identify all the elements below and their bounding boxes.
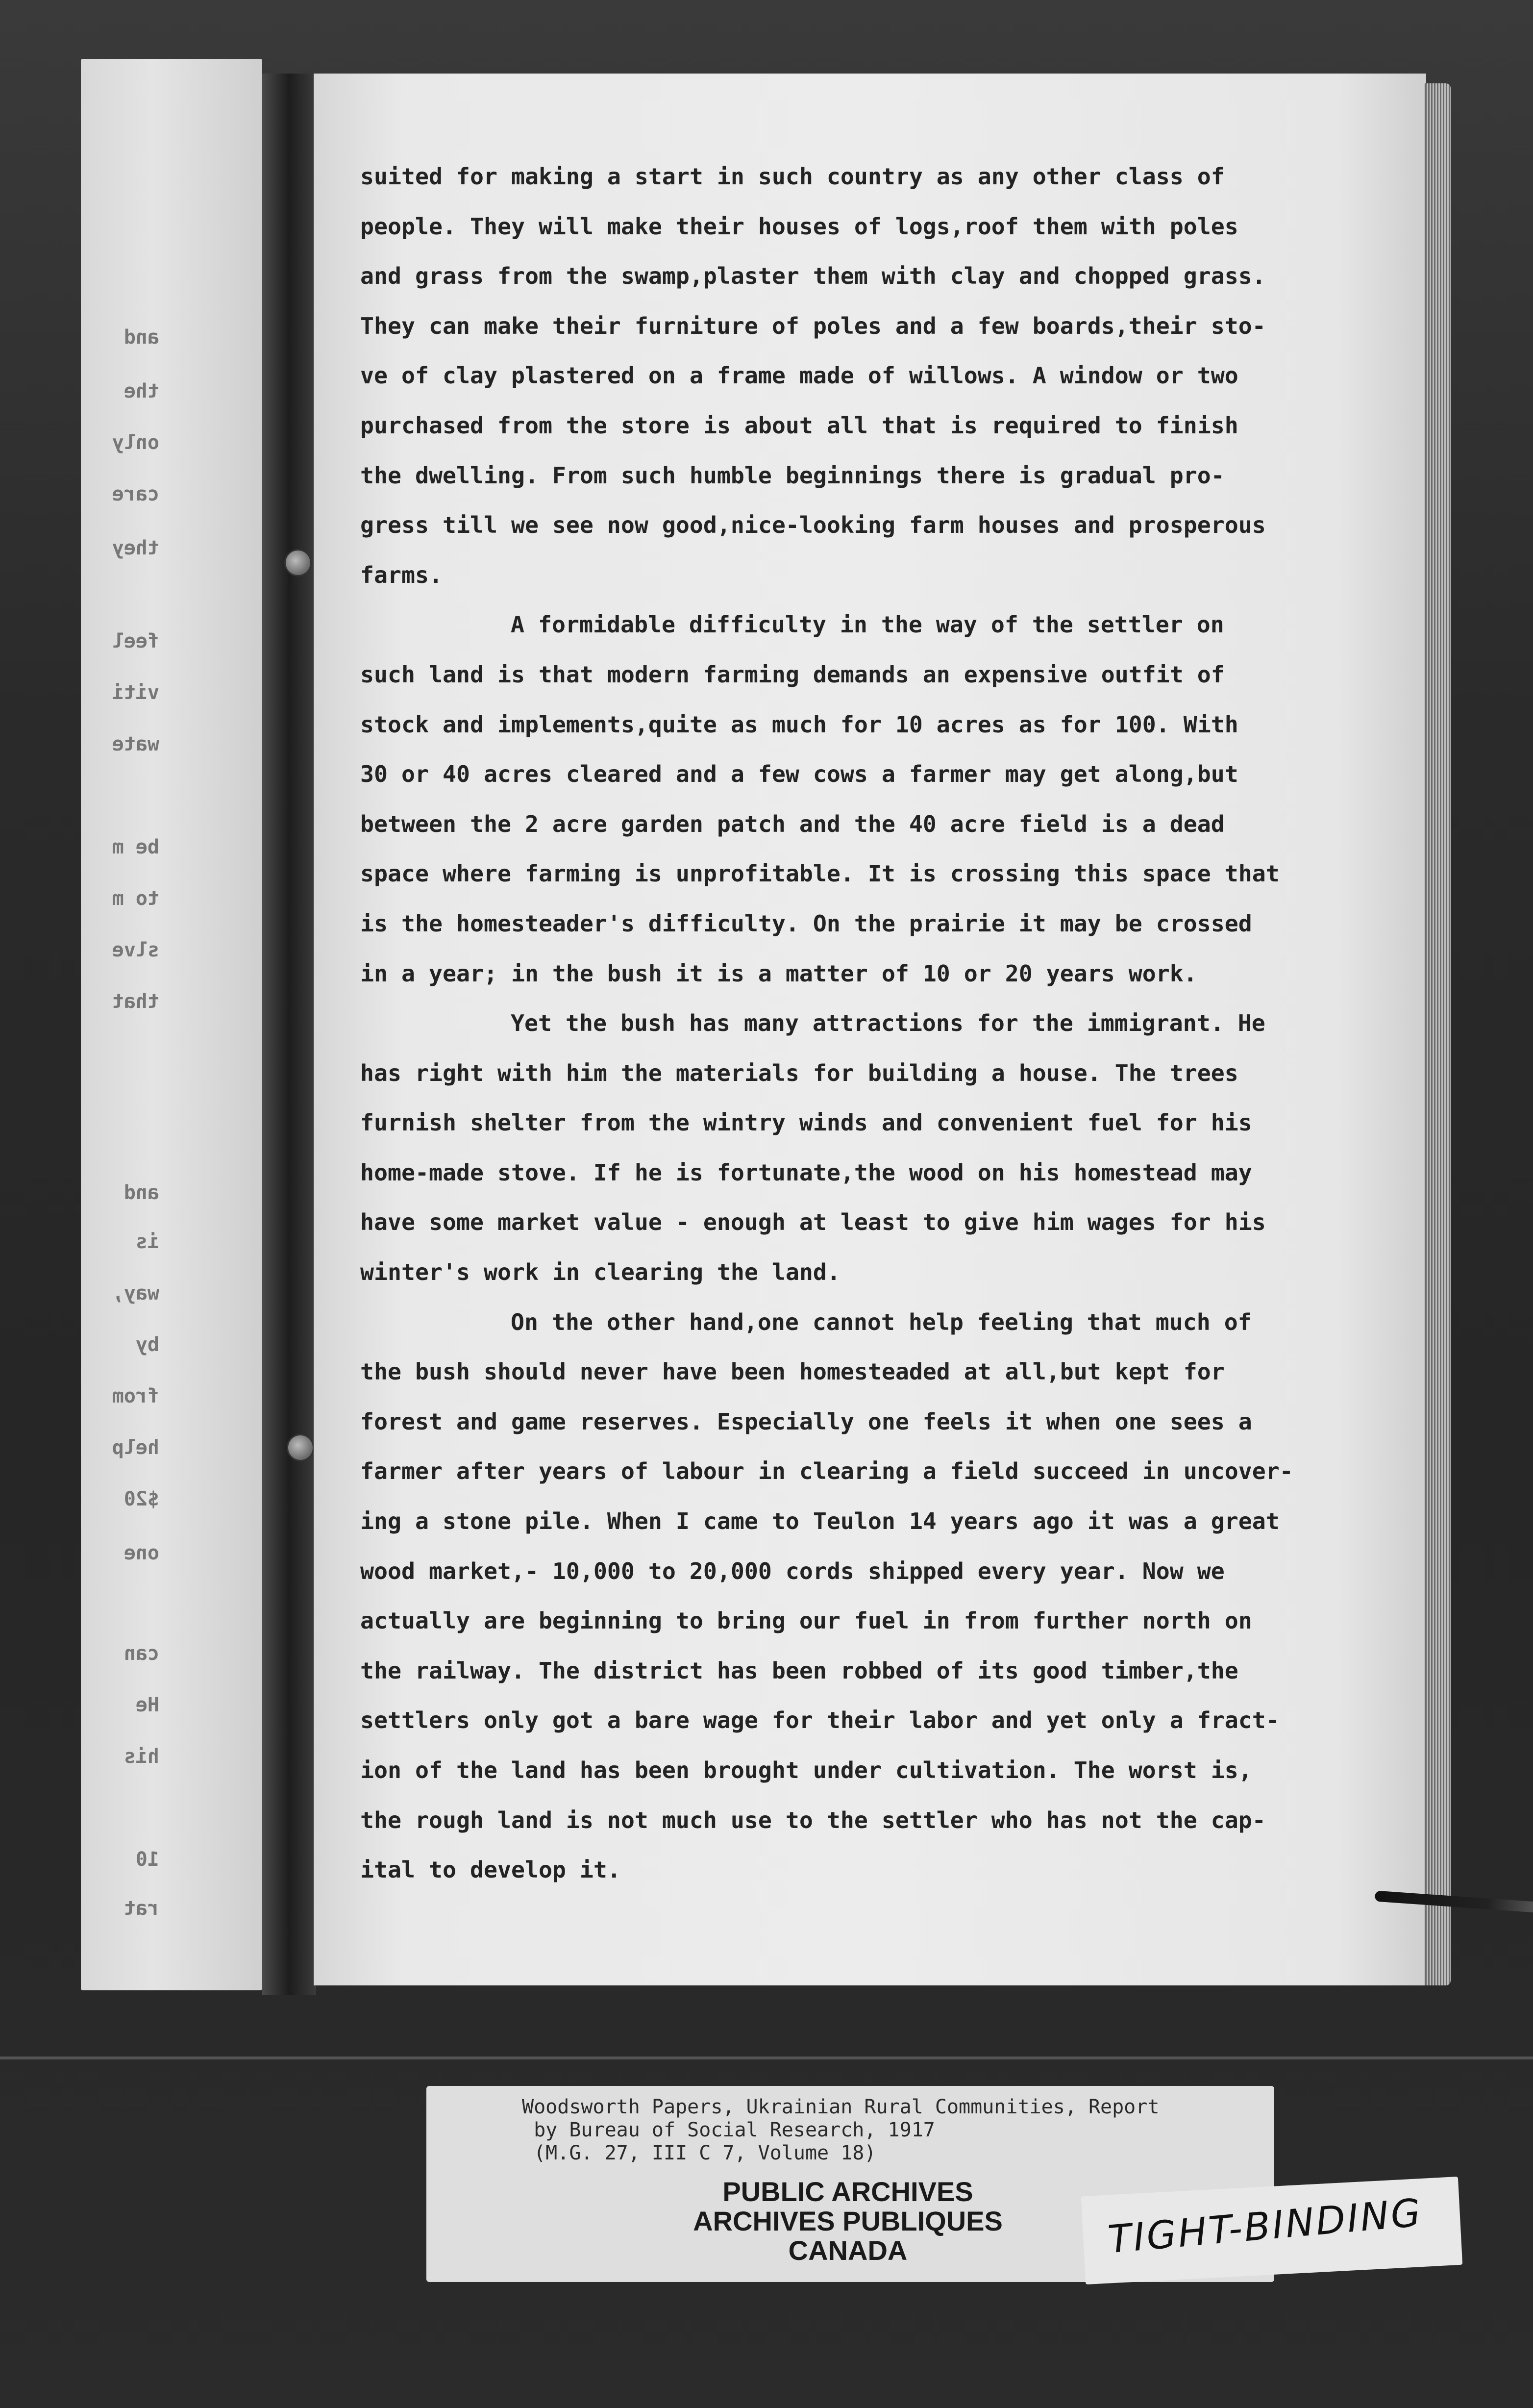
text-line: ion of the land has been brought under cultivation. The worst is, bbox=[360, 1757, 1252, 1783]
show-through-word: help bbox=[112, 1436, 159, 1459]
text-line: such land is that modern farming demands an expensive outfit of bbox=[360, 661, 1225, 688]
text-line: and grass from the swamp,plaster them with clay and chopped grass. bbox=[360, 263, 1266, 290]
show-through-word: rat bbox=[124, 1897, 159, 1920]
show-through-word: the bbox=[124, 380, 159, 402]
show-through-word: viti bbox=[112, 681, 159, 704]
text-line: ital to develop it. bbox=[360, 1856, 621, 1883]
text-line: ve of clay plastered on a frame made of willows. A window or two bbox=[360, 362, 1238, 389]
paragraph-start-line: On the other hand,one cannot help feeling that much of bbox=[511, 1308, 1252, 1335]
binding-hole-icon bbox=[287, 1434, 314, 1461]
citation-line: by Bureau of Social Research, 1917 bbox=[522, 2119, 935, 2141]
show-through-word: is bbox=[135, 1230, 159, 1253]
text-line: farms. bbox=[360, 561, 443, 588]
typed-text-block bbox=[360, 152, 1389, 1895]
text-line: 30 or 40 acres cleared and a few cows a farmer may get along,but bbox=[360, 761, 1238, 788]
show-through-word: his bbox=[124, 1745, 159, 1768]
show-through-word: one bbox=[124, 1542, 159, 1564]
show-through-word: He bbox=[135, 1694, 159, 1716]
show-through-word: that bbox=[112, 990, 159, 1013]
page-edges bbox=[1424, 83, 1451, 1985]
text-line: winter's work in clearing the land. bbox=[360, 1259, 841, 1286]
show-through-word: $20 bbox=[124, 1488, 159, 1510]
text-line: ing a stone pile. When I came to Teulon 14 years ago it was a great bbox=[360, 1508, 1280, 1535]
text-line: the dwelling. From such humble beginnings there is gradual pro- bbox=[360, 462, 1225, 489]
show-through-word: slve bbox=[112, 939, 159, 961]
text-line: They can make their furniture of poles and a few boards,their sto- bbox=[360, 312, 1266, 339]
frame-divider bbox=[0, 2057, 1533, 2059]
text-line: between the 2 acre garden patch and the 40 acre field is a dead bbox=[360, 810, 1225, 837]
text-line: the rough land is not much use to the settler who has not the cap- bbox=[360, 1806, 1266, 1833]
text-line: wood market,- 10,000 to 20,000 cords shipped every year. Now we bbox=[360, 1557, 1225, 1584]
paragraph-start-line: Yet the bush has many attractions for the immigrant. He bbox=[511, 1010, 1265, 1037]
show-through-word: 10 bbox=[135, 1848, 159, 1871]
paragraph-start-line: A formidable difficulty in the way of the settler on bbox=[511, 611, 1224, 638]
show-through-word: and bbox=[124, 326, 159, 349]
show-through-word: can bbox=[124, 1642, 159, 1665]
text-line: purchased from the store is about all that is required to finish bbox=[360, 412, 1238, 439]
show-through-word: and bbox=[124, 1181, 159, 1204]
text-line: have some market value - enough at least to give him wages for his bbox=[360, 1209, 1266, 1236]
handwritten-note: TIGHT-BINDING bbox=[1106, 2190, 1424, 2262]
citation-line: Woodsworth Papers, Ukrainian Rural Communities, Report bbox=[522, 2096, 1160, 2118]
show-through-word: be m bbox=[112, 836, 159, 858]
show-through-word: by bbox=[135, 1333, 159, 1356]
show-through-word: wate bbox=[112, 733, 159, 755]
text-line: suited for making a start in such country as any other class of bbox=[360, 163, 1225, 190]
show-through-word: way, bbox=[112, 1282, 159, 1304]
text-line: settlers only got a bare wage for their labor and yet only a fract- bbox=[360, 1707, 1280, 1734]
archive-name-line: CANADA bbox=[788, 2235, 908, 2266]
text-line: stock and implements,quite as much for 10 acres as for 100. With bbox=[360, 711, 1238, 738]
book-gutter bbox=[262, 74, 316, 1995]
show-through-word: feel bbox=[112, 630, 159, 652]
text-line: people. They will make their houses of logs,roof them with poles bbox=[360, 213, 1238, 240]
text-line: space where farming is unprofitable. It is crossing this space that bbox=[360, 860, 1280, 887]
text-line: home-made stove. If he is fortunate,the wood on his homestead may bbox=[360, 1159, 1252, 1186]
text-line: the bush should never have been homesteaded at all,but kept for bbox=[360, 1358, 1225, 1385]
show-through-word: to m bbox=[112, 887, 159, 910]
text-line: forest and game reserves. Especially one feels it when one sees a bbox=[360, 1408, 1252, 1435]
binding-hole-icon bbox=[284, 549, 312, 577]
text-line: is the homesteader's difficulty. On the prairie it may be crossed bbox=[360, 910, 1252, 937]
text-line: has right with him the materials for building a house. The trees bbox=[360, 1059, 1238, 1086]
archive-name-line: PUBLIC ARCHIVES bbox=[722, 2176, 973, 2207]
show-through-word: only bbox=[112, 431, 159, 454]
text-line: in a year; in the bush it is a matter of 10 or 20 years work. bbox=[360, 960, 1197, 987]
archive-name-line: ARCHIVES PUBLIQUES bbox=[693, 2206, 1003, 2236]
text-line: gress till we see now good,nice-looking farm houses and prosperous bbox=[360, 512, 1266, 539]
text-line: farmer after years of labour in clearing a field succeed in uncover- bbox=[360, 1458, 1293, 1485]
citation-line: (M.G. 27, III C 7, Volume 18) bbox=[522, 2142, 876, 2164]
show-through-word: care bbox=[112, 483, 159, 505]
text-line: the railway. The district has been robbed of its good timber,the bbox=[360, 1657, 1238, 1684]
show-through-word: they bbox=[112, 537, 159, 559]
text-line: furnish shelter from the wintry winds and convenient fuel for his bbox=[360, 1109, 1252, 1136]
show-through-word: from bbox=[112, 1385, 159, 1407]
text-line: actually are beginning to bring our fuel in from further north on bbox=[360, 1607, 1252, 1634]
